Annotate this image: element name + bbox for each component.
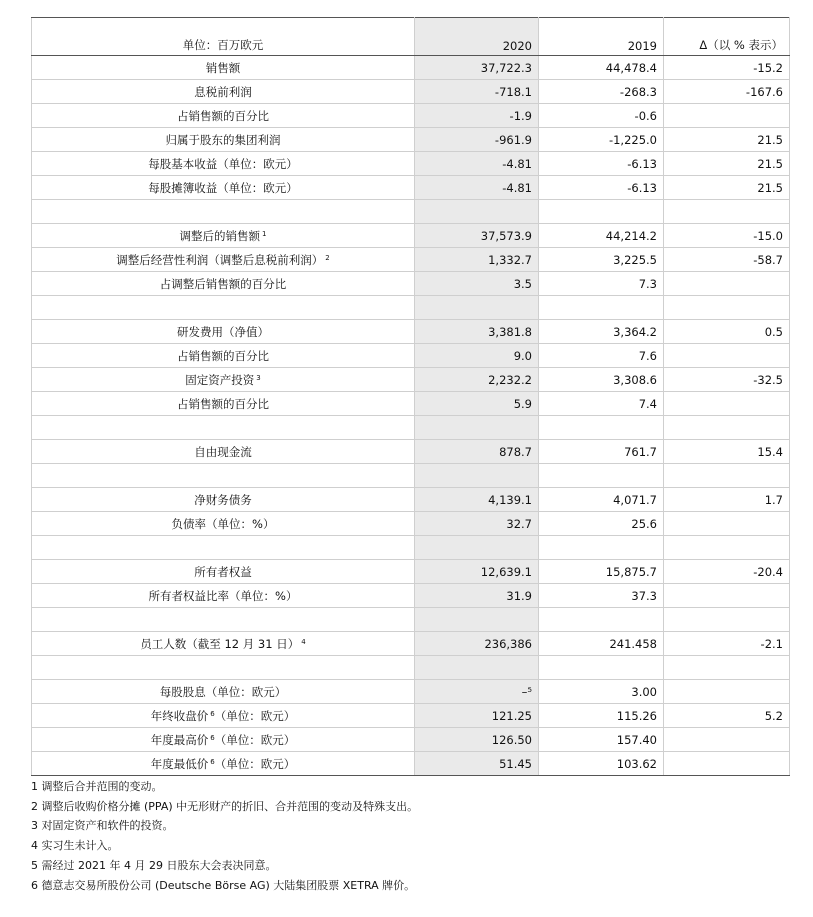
value-delta (664, 608, 790, 632)
footnote: 5 需经过 2021 年 4 月 29 日股东大会表决同意。 (31, 858, 277, 872)
value-2019 (539, 416, 664, 440)
value-2019: 44,214.2 (539, 224, 664, 248)
row-label-text: 所有者权益 (194, 564, 252, 579)
value-2019: 761.7 (539, 440, 664, 464)
row-label (32, 632, 415, 656)
value-2020: 37,722.3 (415, 56, 539, 80)
spacer-row (32, 536, 790, 560)
row-label-text: 息税前利润 (194, 84, 252, 99)
table-row (32, 128, 790, 152)
value-2019 (539, 536, 664, 560)
table-row (32, 512, 790, 536)
table-row (32, 728, 790, 752)
row-label (32, 608, 415, 632)
table-row (32, 392, 790, 416)
value-2020: 4,139.1 (415, 488, 539, 512)
value-delta: 21.5 (664, 128, 790, 152)
table-row (32, 104, 790, 128)
footnote-ref: 1 (262, 229, 267, 238)
row-label-text: 研发费用（净值） (177, 324, 269, 339)
value-delta: -20.4 (664, 560, 790, 584)
value-2019: 103.62 (539, 752, 664, 776)
table-row (32, 80, 790, 104)
value-2020: 126.50 (415, 728, 539, 752)
row-label-text: 归属于股东的集团利润 (165, 132, 281, 147)
row-label (32, 152, 415, 176)
row-label-text: 占销售额的百分比 (177, 108, 269, 123)
value-2019 (539, 608, 664, 632)
value-delta: -15.2 (664, 56, 790, 80)
value-2019: 3,364.2 (539, 320, 664, 344)
footnote: 1 调整后合并范围的变动。 (31, 780, 163, 793)
value-2019: -1,225.0 (539, 128, 664, 152)
row-label (32, 656, 415, 680)
row-label (32, 272, 415, 296)
row-label-text: 所有者权益比率（单位：%） (148, 588, 298, 603)
value-2019: 157.40 (539, 728, 664, 752)
row-label (32, 176, 415, 200)
table-row (32, 560, 790, 584)
value-2020: 31.9 (415, 584, 539, 608)
row-label (32, 296, 415, 320)
value-2020 (415, 200, 539, 224)
value-2020: 3,381.8 (415, 320, 539, 344)
row-label (32, 416, 415, 440)
value-2019 (539, 656, 664, 680)
header-year-2020: 2020 (415, 18, 539, 56)
table-row (32, 272, 790, 296)
value-2020: 5.9 (415, 392, 539, 416)
value-delta (664, 344, 790, 368)
row-label-text: 固定资产投资 (185, 372, 255, 387)
financial-summary-table (31, 17, 790, 776)
value-delta (664, 680, 790, 704)
value-2020: -4.81 (415, 152, 539, 176)
footnote-ref: 6 (210, 709, 215, 718)
row-label (32, 344, 415, 368)
table-row (32, 320, 790, 344)
value-delta (664, 512, 790, 536)
value-delta (664, 200, 790, 224)
spacer-row (32, 464, 790, 488)
value-2020 (415, 416, 539, 440)
row-label-text: 占销售额的百分比 (177, 348, 269, 363)
value-2019: -268.3 (539, 80, 664, 104)
value-2019: 44,478.4 (539, 56, 664, 80)
value-2020: 236,386 (415, 632, 539, 656)
footnotes (31, 777, 418, 895)
value-2020: 9.0 (415, 344, 539, 368)
row-label (32, 368, 415, 392)
row-label (32, 488, 415, 512)
row-label (32, 536, 415, 560)
row-label-text: 员工人数（截至 12 月 31 日） (140, 636, 300, 651)
footnote: 6 德意志交易所股份公司 (Deutsche Börse AG) 大陆集团股票 XETRA 牌价。 (31, 878, 416, 892)
table-row (32, 440, 790, 464)
row-label-text: 占销售额的百分比 (177, 396, 269, 411)
value-2020: 32.7 (415, 512, 539, 536)
row-label-text: 年度最高价 (150, 732, 209, 747)
row-label (32, 752, 415, 776)
value-2019 (539, 296, 664, 320)
value-2020 (415, 656, 539, 680)
row-label-text: 净财务债务 (194, 492, 252, 507)
value-delta (664, 584, 790, 608)
row-label (32, 200, 415, 224)
row-label (32, 56, 415, 80)
value-2019: 4,071.7 (539, 488, 664, 512)
footnote: 2 调整后收购价格分摊 (PPA) 中无形财产的折旧、合并范围的变动及特殊支出。 (31, 799, 419, 813)
value-2020: 121.25 (415, 704, 539, 728)
table-row (32, 224, 790, 248)
table-row (32, 704, 790, 728)
footnote-ref: 6 (210, 733, 215, 742)
row-label-text: 负债率（单位：%） (171, 516, 275, 531)
spacer-row (32, 200, 790, 224)
row-label (32, 584, 415, 608)
row-label-text: 每股基本收益（单位：欧元） (148, 156, 298, 171)
value-delta (664, 296, 790, 320)
value-2019 (539, 464, 664, 488)
value-delta (664, 752, 790, 776)
table-row (32, 680, 790, 704)
value-2020: –⁵ (415, 680, 539, 704)
row-label-text: 年度最低价 (150, 756, 209, 771)
value-2019: 15,875.7 (539, 560, 664, 584)
spacer-row (32, 296, 790, 320)
value-2019: -6.13 (539, 176, 664, 200)
footnote: 3 对固定资产和软件的投资。 (31, 819, 174, 833)
table-row (32, 368, 790, 392)
row-label-text: 调整后的销售额 (179, 228, 261, 243)
value-delta: -2.1 (664, 632, 790, 656)
value-delta: 21.5 (664, 176, 790, 200)
value-2020: 3.5 (415, 272, 539, 296)
value-delta: 5.2 (664, 704, 790, 728)
value-2019: 3,225.5 (539, 248, 664, 272)
value-delta: -15.0 (664, 224, 790, 248)
value-delta (664, 104, 790, 128)
table-header-row (32, 18, 790, 56)
row-label-text: 占调整后销售额的百分比 (159, 276, 287, 291)
value-2020: 37,573.9 (415, 224, 539, 248)
value-2020: 12,639.1 (415, 560, 539, 584)
table-row (32, 752, 790, 776)
value-2020 (415, 608, 539, 632)
header-unit-label: 单位：百万欧元 (32, 18, 415, 56)
value-delta: -58.7 (664, 248, 790, 272)
spacer-row (32, 608, 790, 632)
row-label (32, 128, 415, 152)
table-row (32, 248, 790, 272)
header-delta: Δ（以 % 表示） (664, 18, 790, 56)
value-delta (664, 272, 790, 296)
value-delta: -167.6 (664, 80, 790, 104)
value-delta (664, 536, 790, 560)
value-2020 (415, 296, 539, 320)
spacer-row (32, 416, 790, 440)
row-label (32, 728, 415, 752)
row-label (32, 440, 415, 464)
footnote-ref: 2 (325, 253, 330, 262)
row-label (32, 464, 415, 488)
value-2019: 115.26 (539, 704, 664, 728)
value-2020 (415, 536, 539, 560)
value-delta (664, 392, 790, 416)
row-label-text: 调整后经营性利润（调整后息税前利润） (116, 252, 324, 267)
value-2019: 37.3 (539, 584, 664, 608)
table-row (32, 56, 790, 80)
row-label (32, 704, 415, 728)
row-label (32, 392, 415, 416)
value-2020: -961.9 (415, 128, 539, 152)
value-2020: -718.1 (415, 80, 539, 104)
table-row (32, 488, 790, 512)
table-row (32, 176, 790, 200)
value-2019: 241.458 (539, 632, 664, 656)
row-label (32, 512, 415, 536)
row-label-text: 每股股息（单位：欧元） (159, 684, 287, 699)
row-label (32, 104, 415, 128)
row-label-unit: （单位：欧元） (214, 756, 296, 771)
value-2020 (415, 464, 539, 488)
value-delta (664, 464, 790, 488)
value-2019: 25.6 (539, 512, 664, 536)
row-label-text: 自由现金流 (194, 444, 252, 459)
value-2020: 2,232.2 (415, 368, 539, 392)
value-2020: 878.7 (415, 440, 539, 464)
footnote: 4 实习生未计入。 (31, 839, 119, 853)
value-2019: -6.13 (539, 152, 664, 176)
row-label-text: 年终收盘价 (150, 708, 209, 723)
row-label-unit: （单位：欧元） (214, 708, 296, 723)
header-year-2019: 2019 (539, 18, 664, 56)
value-2019 (539, 200, 664, 224)
row-label (32, 320, 415, 344)
row-label-text: 每股摊簿收益（单位：欧元） (148, 180, 298, 195)
row-label (32, 224, 415, 248)
value-delta: -32.5 (664, 368, 790, 392)
value-2020: -4.81 (415, 176, 539, 200)
value-delta (664, 728, 790, 752)
row-label-text: 销售额 (205, 60, 241, 75)
spacer-row (32, 656, 790, 680)
row-label-unit: （单位：欧元） (214, 732, 296, 747)
value-2020: -1.9 (415, 104, 539, 128)
value-2019: 3.00 (539, 680, 664, 704)
value-delta: 15.4 (664, 440, 790, 464)
row-label (32, 680, 415, 704)
value-2020: 51.45 (415, 752, 539, 776)
value-2019: 3,308.6 (539, 368, 664, 392)
value-2019: 7.3 (539, 272, 664, 296)
table-row (32, 632, 790, 656)
value-delta: 1.7 (664, 488, 790, 512)
value-delta: 0.5 (664, 320, 790, 344)
value-delta (664, 416, 790, 440)
footnote-ref: 4 (301, 637, 306, 646)
value-2019: -0.6 (539, 104, 664, 128)
value-delta: 21.5 (664, 152, 790, 176)
row-label (32, 80, 415, 104)
footnote-ref: 3 (256, 373, 261, 382)
row-label (32, 560, 415, 584)
table-row (32, 584, 790, 608)
value-2020: 1,332.7 (415, 248, 539, 272)
value-2019: 7.4 (539, 392, 664, 416)
row-label (32, 248, 415, 272)
table-row (32, 344, 790, 368)
value-delta (664, 656, 790, 680)
footnote-ref: 6 (210, 757, 215, 766)
table-row (32, 152, 790, 176)
value-2019: 7.6 (539, 344, 664, 368)
